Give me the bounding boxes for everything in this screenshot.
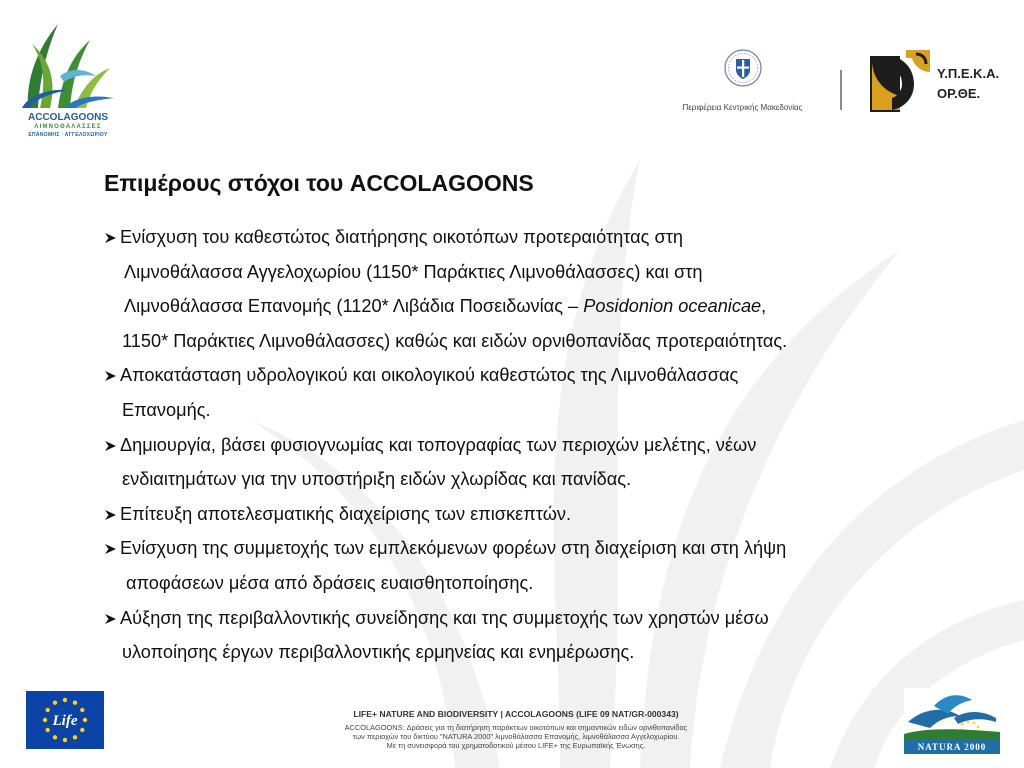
objectives-list [104, 220, 984, 670]
objective-text: Αποκατάσταση υδρολογικού και οικολογικού καθεστώτος της Λιμνοθάλασσας [120, 365, 739, 386]
species-name: Posidonion oceanicae [583, 296, 762, 317]
footer-credits [288, 709, 744, 750]
objective-text: υλοποίησης έργων περιβαλλοντικής ερμηνείας και ενημέρωσης. [122, 642, 635, 663]
objective-text: αποφάσεων μέσα από δράσεις ευαισθητοποίησης. [126, 572, 534, 593]
footer-project-code: LIFE+ NATURE AND BIODIVERSITY | ACCOLAGOONS (LIFE 09 NAT/GR-000343) [353, 709, 679, 719]
accolagoons-logo-subtitle2: ΕΠΑΝΟΜΗΣ · ΑΓΓΕΛΟΧΩΡΙΟΥ [28, 132, 108, 138]
objective-item [104, 358, 984, 427]
arrow-bullet-icon [104, 497, 120, 521]
objective-item [104, 497, 984, 532]
objective-item [104, 601, 984, 670]
accolagoons-logo [18, 18, 118, 142]
eu-life-flag-icon [26, 691, 104, 749]
arrow-bullet-icon [104, 428, 120, 452]
objective-item [104, 220, 984, 358]
arrow-bullet-icon [104, 531, 120, 555]
objective-text: Δημιουργία, βάσει φυσιογνωμίας και τοπογραφίας των περιοχών μελέτης, νέων [120, 434, 757, 455]
arrow-bullet-icon [104, 220, 120, 244]
slide-content [104, 168, 984, 670]
ypeka-emblem-icon [866, 48, 934, 116]
objective-text: Επανομής. [122, 399, 211, 420]
objective-text-mixed: Λιμνοθάλασσα Επανομής (1120* Λιβάδια Ποσειδωνίας – Posidonion oceanicae, [124, 296, 767, 317]
ministry-line1: Υ.Π.Ε.Κ.Α. [937, 66, 1000, 81]
natura-2000-logo [904, 688, 1000, 754]
ministry-line2: ΟΡ.ΘΕ. [937, 86, 981, 101]
arrow-bullet-icon [104, 601, 120, 625]
objective-text: 1150* Παράκτιες Λιμνοθάλασσες) καθώς και ειδών ορνιθοπανίδας προτεραιότητας. [122, 330, 788, 351]
eu-life-label: Life [52, 713, 78, 729]
footer-funding: Με τη συνεισφορά του χρηματοδοτικού μέσου LIFE+ της Ευρωπαϊκής Ένωσης. [386, 741, 646, 750]
objective-item [104, 531, 984, 600]
ypeka-logo [866, 48, 1006, 116]
header-divider [840, 70, 842, 110]
region-logo [660, 48, 825, 118]
lagoon-reeds-icon [18, 18, 118, 112]
objective-text: ενδιαιτημάτων για την υποστήριξη ειδών χλωρίδας και πανίδας. [122, 469, 632, 490]
footer-description: των περιοχών του δικτύου "NATURA 2000" λιμνοθάλασσα Επανομής, λιμνοθάλασσα Αγγελοχωρίου. [352, 732, 680, 741]
objective-text: Ενίσχυση του καθεστώτος διατήρησης οικοτόπων προτεραιότητας στη [120, 227, 684, 247]
objective-text: Ενίσχυση της συμμετοχής των εμπλεκόμενων φορέων στη διαχείριση και στη λήψη [120, 538, 787, 559]
objective-text: Αύξηση της περιβαλλοντικής συνείδησης και της συμμετοχής των χρηστών μέσω [120, 607, 769, 628]
natura-2000-label: NATURA 2000 [917, 742, 987, 752]
region-label: Περιφέρεια Κεντρικής Μακεδονίας [682, 103, 803, 112]
greek-emblem-icon [723, 48, 763, 88]
objective-item [104, 428, 984, 497]
slide-title: Επιμέρους στόχοι του ACCOLAGOONS [104, 170, 534, 196]
arrow-bullet-icon [104, 358, 120, 382]
objective-text: Λιμνοθάλασσα Αγγελοχωρίου (1150* Παράκτιες Λιμνοθάλασσες) και στη [124, 261, 703, 282]
objective-text: Επίτευξη αποτελεσματικής διαχείρισης των επισκεπτών. [120, 503, 572, 524]
footer-description: ACCOLAGOONS: Δράσεις για τη διατήρηση παράκτιων οικοτόπων και σημαντικών ειδών ορνιθοπανίδας [344, 723, 688, 732]
accolagoons-logo-subtitle: ΛΙΜΝΟΘΑΛΑΣΣΕΣ [34, 124, 102, 130]
accolagoons-logo-name: ACCOLAGOONS [28, 112, 108, 123]
